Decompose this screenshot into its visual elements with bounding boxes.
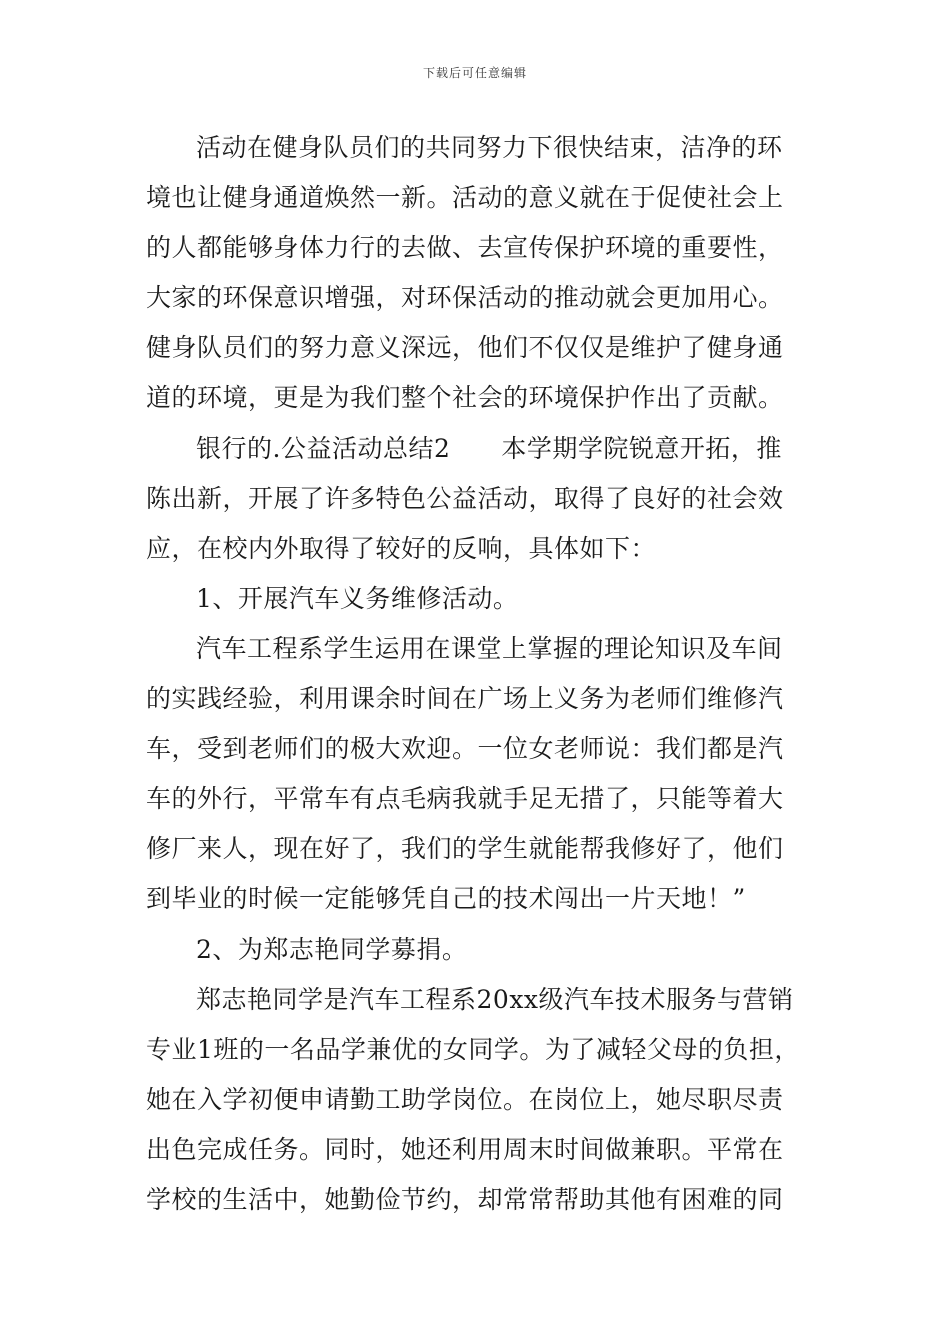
- text-line: 1、开展汽车义务维修活动。: [196, 584, 519, 613]
- page-header: 下载后可任意编辑: [422, 66, 527, 80]
- text-line: 郑志艳同学是汽车工程系20xx级汽车技术服务与营销: [196, 985, 794, 1014]
- text-line: 她在入学初便申请勤工助学岗位。在岗位上，她尽职尽责: [146, 1085, 784, 1114]
- text-line: 活动在健身队员们的共同努力下很快结束，洁净的环: [196, 133, 783, 162]
- text-line: 应，在校内外取得了较好的反响，具体如下：: [146, 534, 657, 563]
- text-line: 修厂来人，现在好了，我们的学生就能帮我修好了，他们: [146, 834, 784, 863]
- text-line: 银行的.公益活动总结2 本学期学院锐意开拓，推: [196, 434, 782, 463]
- text-line: 的人都能够身体力行的去做、去宣传保护环境的重要性，: [146, 233, 784, 262]
- text-line: 到毕业的时候一定能够凭自己的技术闯出一片天地！”: [146, 884, 746, 913]
- text-line: 学校的生活中，她勤俭节约，却常常帮助其他有困难的同: [146, 1185, 784, 1214]
- text-line: 专业1班的一名品学兼优的女同学。为了减轻父母的负担，: [146, 1035, 800, 1064]
- text-line: 出色完成任务。同时，她还利用周末时间做兼职。平常在: [146, 1135, 784, 1164]
- text-line: 健身队员们的努力意义深远，他们不仅仅是维护了健身通: [146, 333, 784, 362]
- text-line: 车，受到老师们的极大欢迎。一位女老师说：我们都是汽: [146, 734, 784, 763]
- text-line: 车的外行，平常车有点毛病我就手足无措了，只能等着大: [146, 784, 784, 813]
- text-line: 陈出新，开展了许多特色公益活动，取得了良好的社会效: [146, 484, 784, 513]
- text-line: 汽车工程系学生运用在课堂上掌握的理论知识及车间: [196, 634, 783, 663]
- text-line: 道的环境，更是为我们整个社会的环境保护作出了贡献。: [146, 383, 784, 412]
- text-line: 的实践经验，利用课余时间在广场上义务为老师们维修汽: [146, 684, 784, 713]
- text-line: 大家的环保意识增强，对环保活动的推动就会更加用心。: [146, 283, 784, 312]
- text-line: 2、为郑志艳同学募捐。: [196, 935, 468, 964]
- text-line: 境也让健身通道焕然一新。活动的意义就在于促使社会上: [146, 183, 784, 212]
